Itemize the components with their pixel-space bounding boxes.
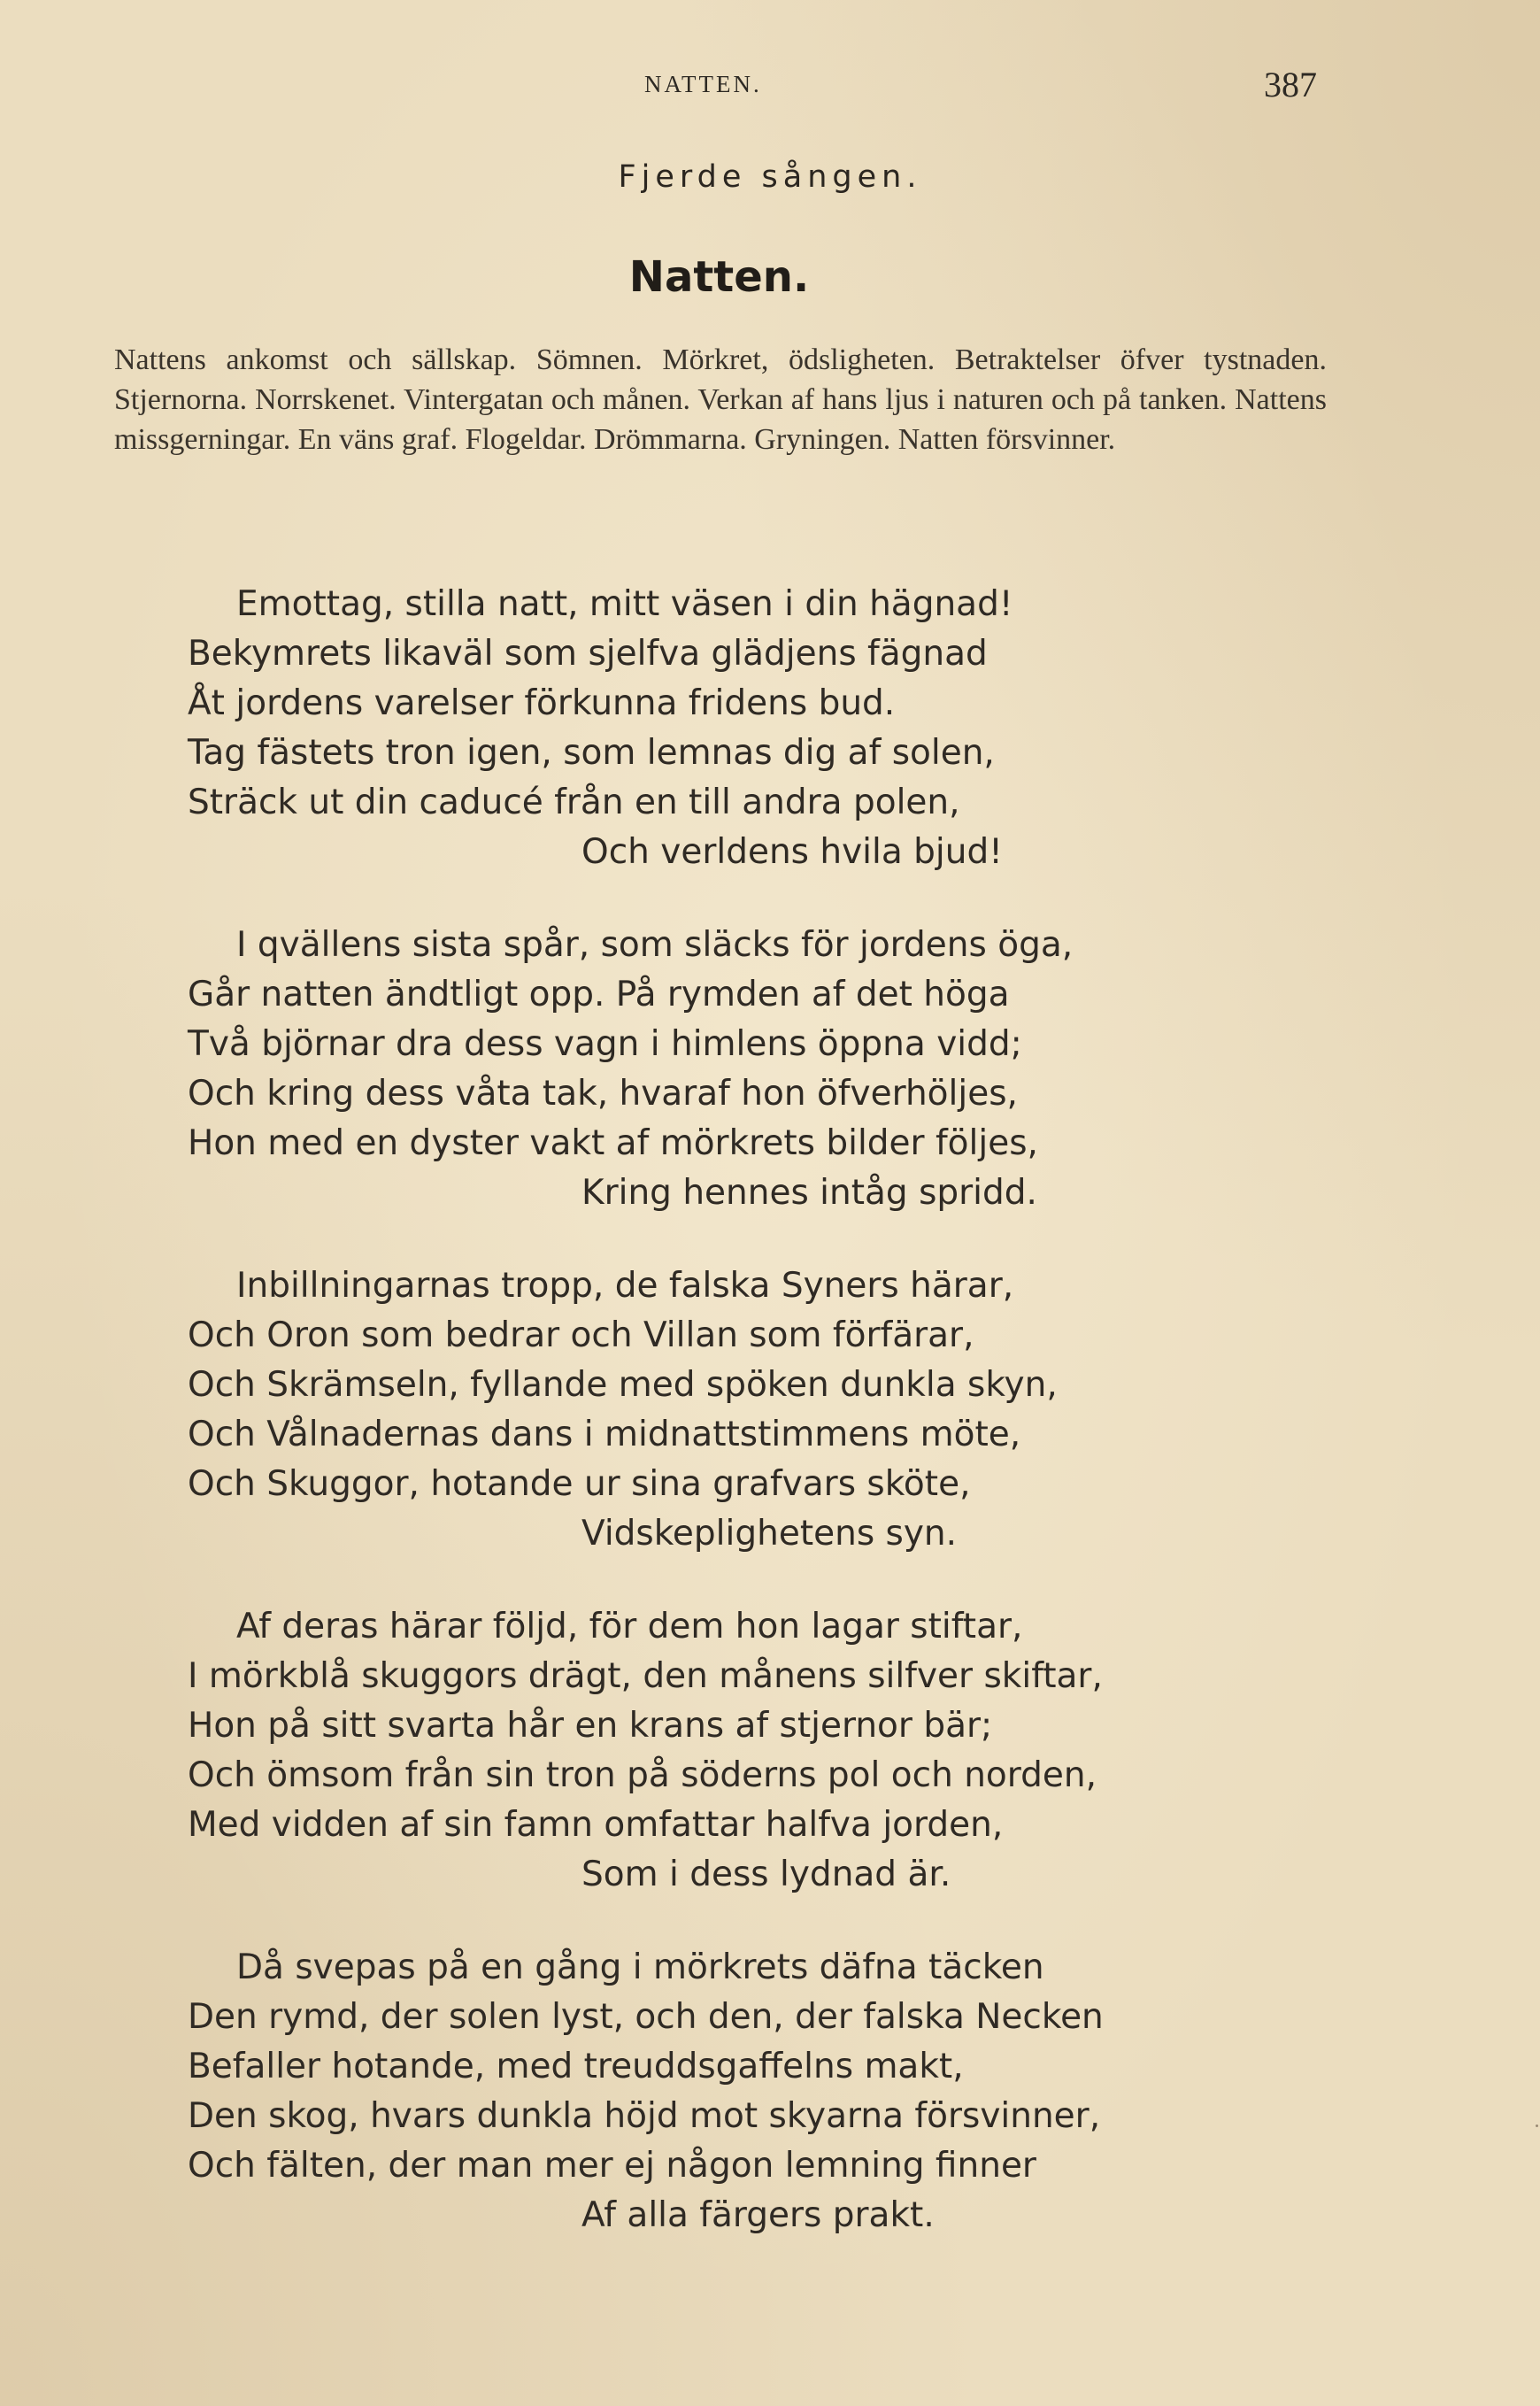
running-title: NATTEN. bbox=[644, 71, 762, 97]
verse-line: Och verldens hvila bjud! bbox=[581, 832, 1003, 872]
verse-line: Hon med en dyster vakt af mörkrets bilder följes, bbox=[188, 1123, 1038, 1163]
stanza-3 bbox=[188, 1261, 1356, 1559]
verse-line: Emottag, stilla natt, mitt väsen i din hägnad! bbox=[236, 584, 1013, 624]
stanza-5 bbox=[188, 1943, 1356, 2240]
verse-line: Tag fästets tron igen, som lemnas dig af solen, bbox=[188, 733, 995, 773]
verse-line: Och Skrämseln, fyllande med spöken dunkla skyn, bbox=[188, 1365, 1058, 1405]
paper-speck bbox=[1536, 2125, 1538, 2127]
verse-line: Åt jordens varelser förkunna fridens bud. bbox=[188, 683, 896, 723]
verse-line: Hon på sitt svarta hår en krans af stjernor bär; bbox=[188, 1706, 993, 1746]
verse-line: Den skog, hvars dunkla höjd mot skyarna försvinner, bbox=[188, 2096, 1101, 2136]
stanza-2 bbox=[188, 921, 1356, 1218]
verse-line: Bekymrets likaväl som sjelfva glädjens fägnad bbox=[188, 634, 988, 674]
verse-line: Då svepas på en gång i mörkrets däfna täcken bbox=[236, 1947, 1044, 1987]
verse-line: I qvällens sista spår, som släcks för jordens öga, bbox=[236, 925, 1074, 965]
verse-line: Som i dess lydnad är. bbox=[581, 1855, 951, 1894]
verse-line: Befaller hotande, med treuddsgaffelns makt, bbox=[188, 2047, 964, 2086]
verse-line: I mörkblå skuggors drägt, den månens silfver skiftar, bbox=[188, 1656, 1103, 1696]
verse-line: Af deras härar följd, för dem hon lagar stiftar, bbox=[236, 1607, 1023, 1646]
verse-line: Och Vålnadernas dans i midnattstimmens möte, bbox=[188, 1415, 1021, 1454]
verse-line: Med vidden af sin famn omfattar halfva jorden, bbox=[188, 1805, 1004, 1845]
verse-line: Af alla färgers prakt. bbox=[581, 2195, 935, 2235]
poem bbox=[188, 580, 1356, 2284]
argument-summary: Nattens ankomst och sällskap. Sömnen. Mörkret, ödsligheten. Betraktelser öfver tystnaden. Stjernorna. Norrskenet. Vintergatan och månen. Verkan af hans ljus i naturen och på tanken. Nattens missgerningar. En väns graf. Flogeldar. Drömmarna. Gryningen. Natten försvinner. bbox=[114, 343, 1327, 456]
verse-line: Inbillningarnas tropp, de falska Syners härar, bbox=[236, 1266, 1014, 1306]
section-heading: Fjerde sången. bbox=[618, 159, 922, 195]
page-number: 387 bbox=[1264, 65, 1317, 104]
verse-line: Vidskeplighetens syn. bbox=[581, 1514, 958, 1554]
verse-line: Den rymd, der solen lyst, och den, der falska Necken bbox=[188, 1997, 1104, 2037]
stanza-4 bbox=[188, 1602, 1356, 1900]
stanza-1 bbox=[188, 580, 1356, 877]
verse-line: Och Skuggor, hotande ur sina grafvars sköte, bbox=[188, 1464, 971, 1504]
verse-line: Två björnar dra dess vagn i himlens öppna vidd; bbox=[188, 1024, 1022, 1064]
verse-line: Går natten ändtligt opp. På rymden af det höga bbox=[188, 975, 1010, 1014]
canto-title: Natten. bbox=[628, 252, 810, 302]
verse-line: Och fälten, der man mer ej någon lemning finner bbox=[188, 2146, 1036, 2186]
verse-line: Och Oron som bedrar och Villan som förfärar, bbox=[188, 1315, 974, 1355]
verse-line: Och kring dess våta tak, hvaraf hon öfverhöljes, bbox=[188, 1074, 1018, 1114]
verse-line: Sträck ut din caducé från en till andra polen, bbox=[188, 783, 960, 822]
verse-line: Kring hennes intåg spridd. bbox=[581, 1173, 1037, 1213]
verse-line: Och ömsom från sin tron på söderns pol och norden, bbox=[188, 1755, 1097, 1795]
running-head bbox=[0, 64, 1540, 108]
